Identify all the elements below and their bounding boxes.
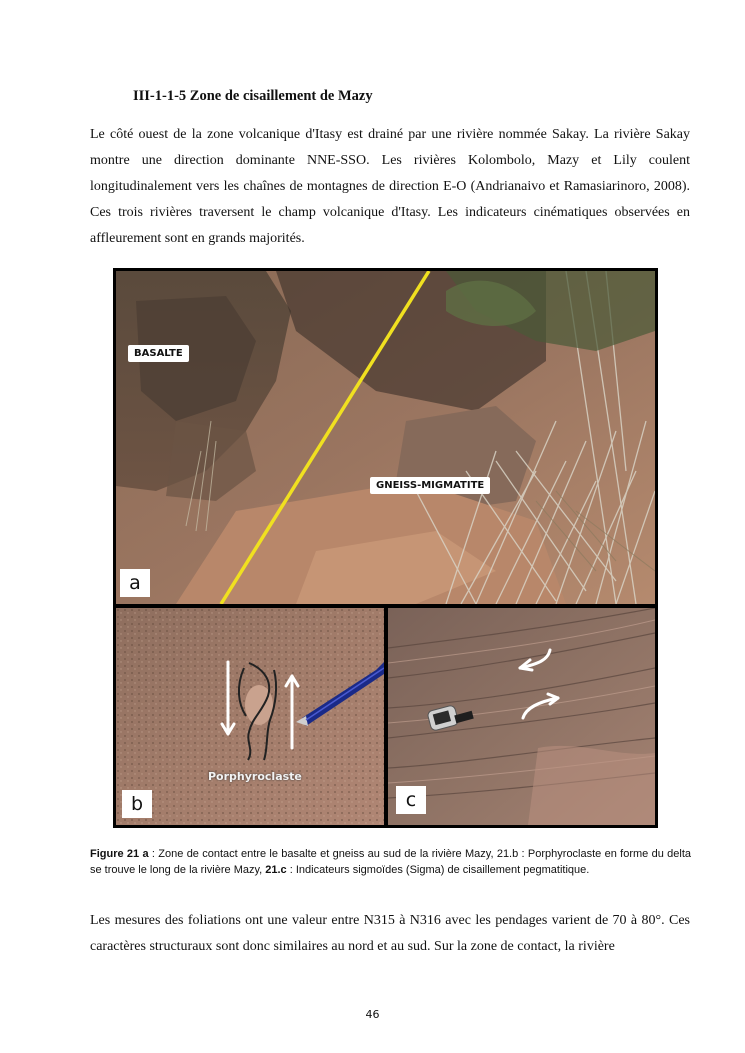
figure-21 <box>113 268 658 828</box>
photo-panel-c <box>388 608 655 825</box>
panel-letter-a: a <box>120 569 150 597</box>
caption-text-1: : Zone de contact entre le basalte et gneiss au sud de la rivière Mazy, 21.b : Porphyroclaste en forme du delta se trouve le long de la rivière Mazy, <box>90 848 692 876</box>
page-number: 46 <box>365 1008 380 1021</box>
panel-letter-c: c <box>396 786 426 814</box>
paragraph-2: Les mesures des foliations ont une valeur entre N315 à N316 avec les pendages varient de 70 à 80°. Ces caractères structuraux sont donc similaires au nord et au sud. Sur la zone de contact, la rivière <box>90 913 690 954</box>
sigmoid-photo-c <box>388 608 655 825</box>
caption-figure-ref: Figure 21 a <box>90 848 149 860</box>
gneiss-migmatite-label: GNEISS-MIGMATITE <box>370 477 490 494</box>
porphyroclast-photo-b <box>116 608 384 825</box>
section-heading: III-1-1-5 Zone de cisaillement de Mazy <box>133 88 373 104</box>
panel-letter-b: b <box>122 790 152 818</box>
photo-panel-b <box>116 608 384 825</box>
paragraph-1: Le côté ouest de la zone volcanique d'Itasy est drainé par une rivière nommée Sakay. La rivière Sakay montre une direction dominante NNE-SSO. Les rivières Kolombolo, Mazy et Lily coulent longitudinalement vers les chaînes de montagnes de direction E-O (Andrianaivo et Ramasiarinoro, 2008). Ces trois rivières traversent le champ volcanique d'Itasy. Les indicateurs cinématiques observées en affleurement sont en grands majorités. <box>90 127 690 246</box>
outcrop-photo-a <box>116 271 655 604</box>
photo-panel-a <box>116 271 655 604</box>
porphyroclaste-label: Porphyroclaste <box>208 770 302 783</box>
figure-caption <box>90 846 691 878</box>
caption-ref-21c: 21.c <box>265 864 287 876</box>
caption-text-2: : Indicateurs sigmoïdes (Sigma) de cisaillement pegmatitique. <box>286 864 590 876</box>
basalte-label: BASALTE <box>128 345 189 362</box>
